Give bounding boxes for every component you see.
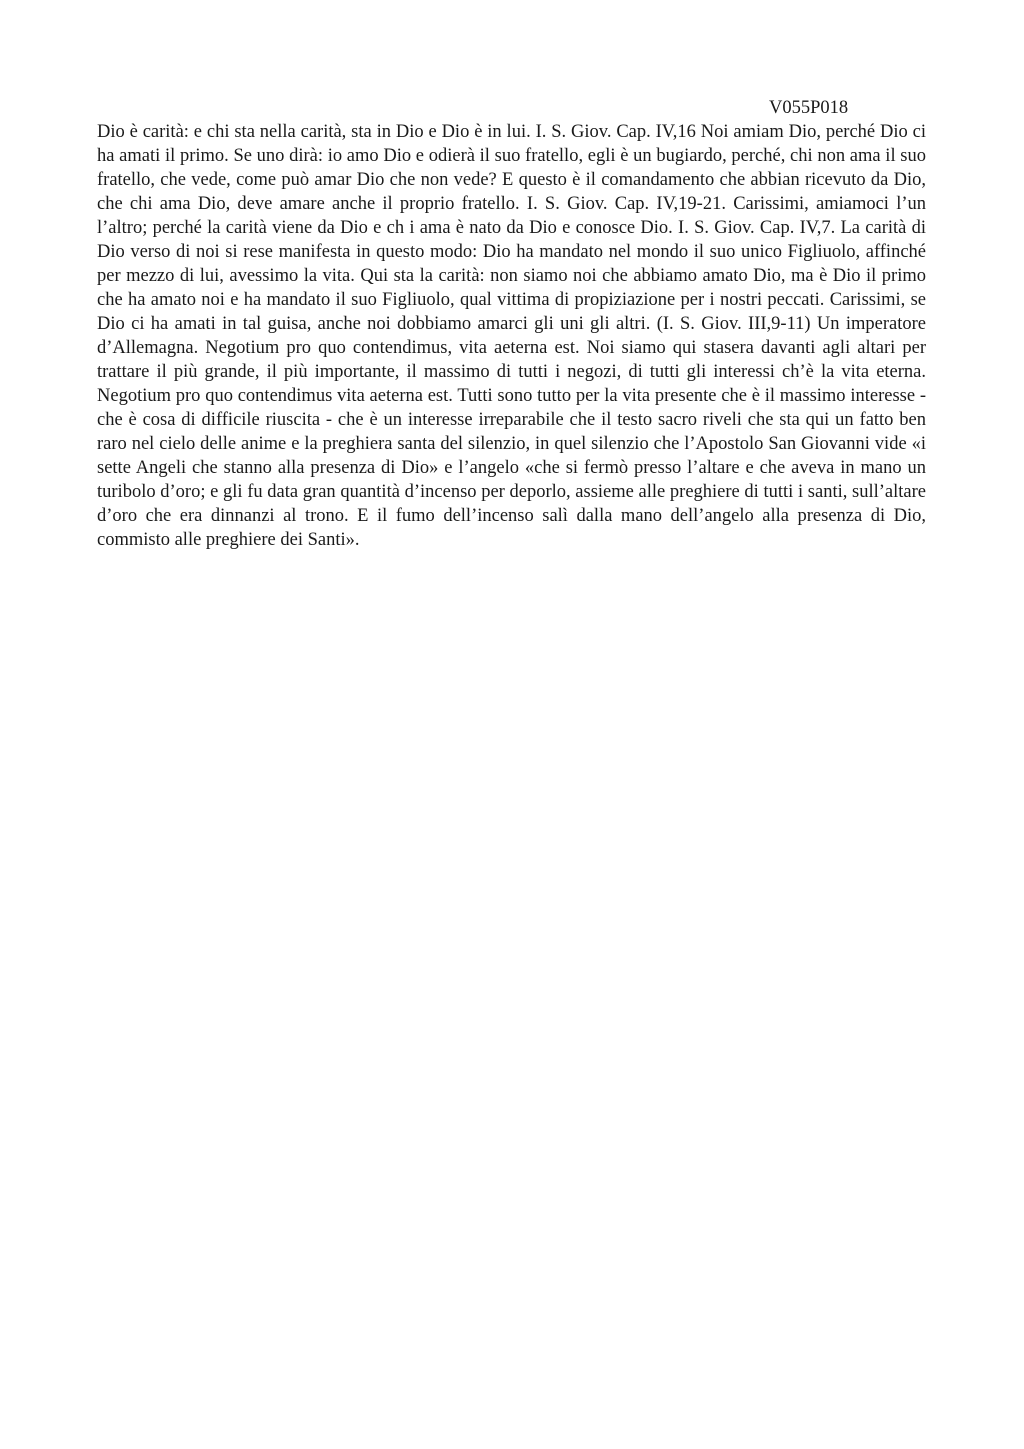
page-identifier: V055P018 xyxy=(769,98,849,118)
body-paragraph: Dio è carità: e chi sta nella carità, sta in Dio e Dio è in lui. I. S. Giov. Cap. IV,16 Noi amiam Dio, perché Dio ci ha amati il primo. Se uno dirà: io amo Dio e odierà il suo fratello, egli è un bugiardo, perché, chi non ama il suo fratello, che vede, come può amar Dio che non vede? E questo è il comandamento che abbian ricevuto da Dio, che chi ama Dio, deve amare anche il proprio fratello. I. S. Giov. Cap. IV,19-21. Carissimi, amiamoci l’un l’altro; perché la carità viene da Dio e ch i ama è nato da Dio e conosce Dio. I. S. Giov. Cap. IV,7. La carità di Dio verso di noi si rese manifesta in questo modo: Dio ha mandato nel mondo il suo unico Figliuolo, affinché per mezzo di lui, avessimo la vita. Qui sta la carità: non siamo noi che abbiamo amato Dio, ma è Dio il primo che ha amato noi e ha mandato il suo Figliuolo, qual vittima di propiziazione per i nostri peccati. Carissimi, se Dio ci ha amati in tal guisa, anche noi dobbiamo amarci gli uni gli altri. (I. S. Giov. III,9-11) Un imperatore d’Allemagna. Negotium pro quo contendimus, vita aeterna est. Noi siamo qui stasera davanti agli altari per trattare il più grande, il più importante, il massimo di tutti i negozi, di tutti gli interessi ch’è la vita eterna. Negotium pro quo contendimus vita aeterna est. Tutti sono tutto per la vita presente che è il massimo interesse - che è cosa di difficile riuscita - che è un interesse irreparabile che il testo sacro riveli che sta qui un fatto ben raro nel cielo delle anime e la preghiera santa del silenzio, in quel silenzio che l’Apostolo San Giovanni vide «i sette Angeli che stanno alla presenza di Dio» e l’angelo «che si fermò presso l’altare e che aveva in mano un turibolo d’oro; e gli fu data gran quantità d’incenso per deporlo, assieme alle preghiere di tutti i santi, sull’altare d’oro che era dinnanzi al trono. E il fumo dell’incenso salì dalla mano dell’angelo alla presenza di Dio, commisto alle preghiere dei Santi». xyxy=(97,122,926,550)
document-page xyxy=(97,96,926,552)
